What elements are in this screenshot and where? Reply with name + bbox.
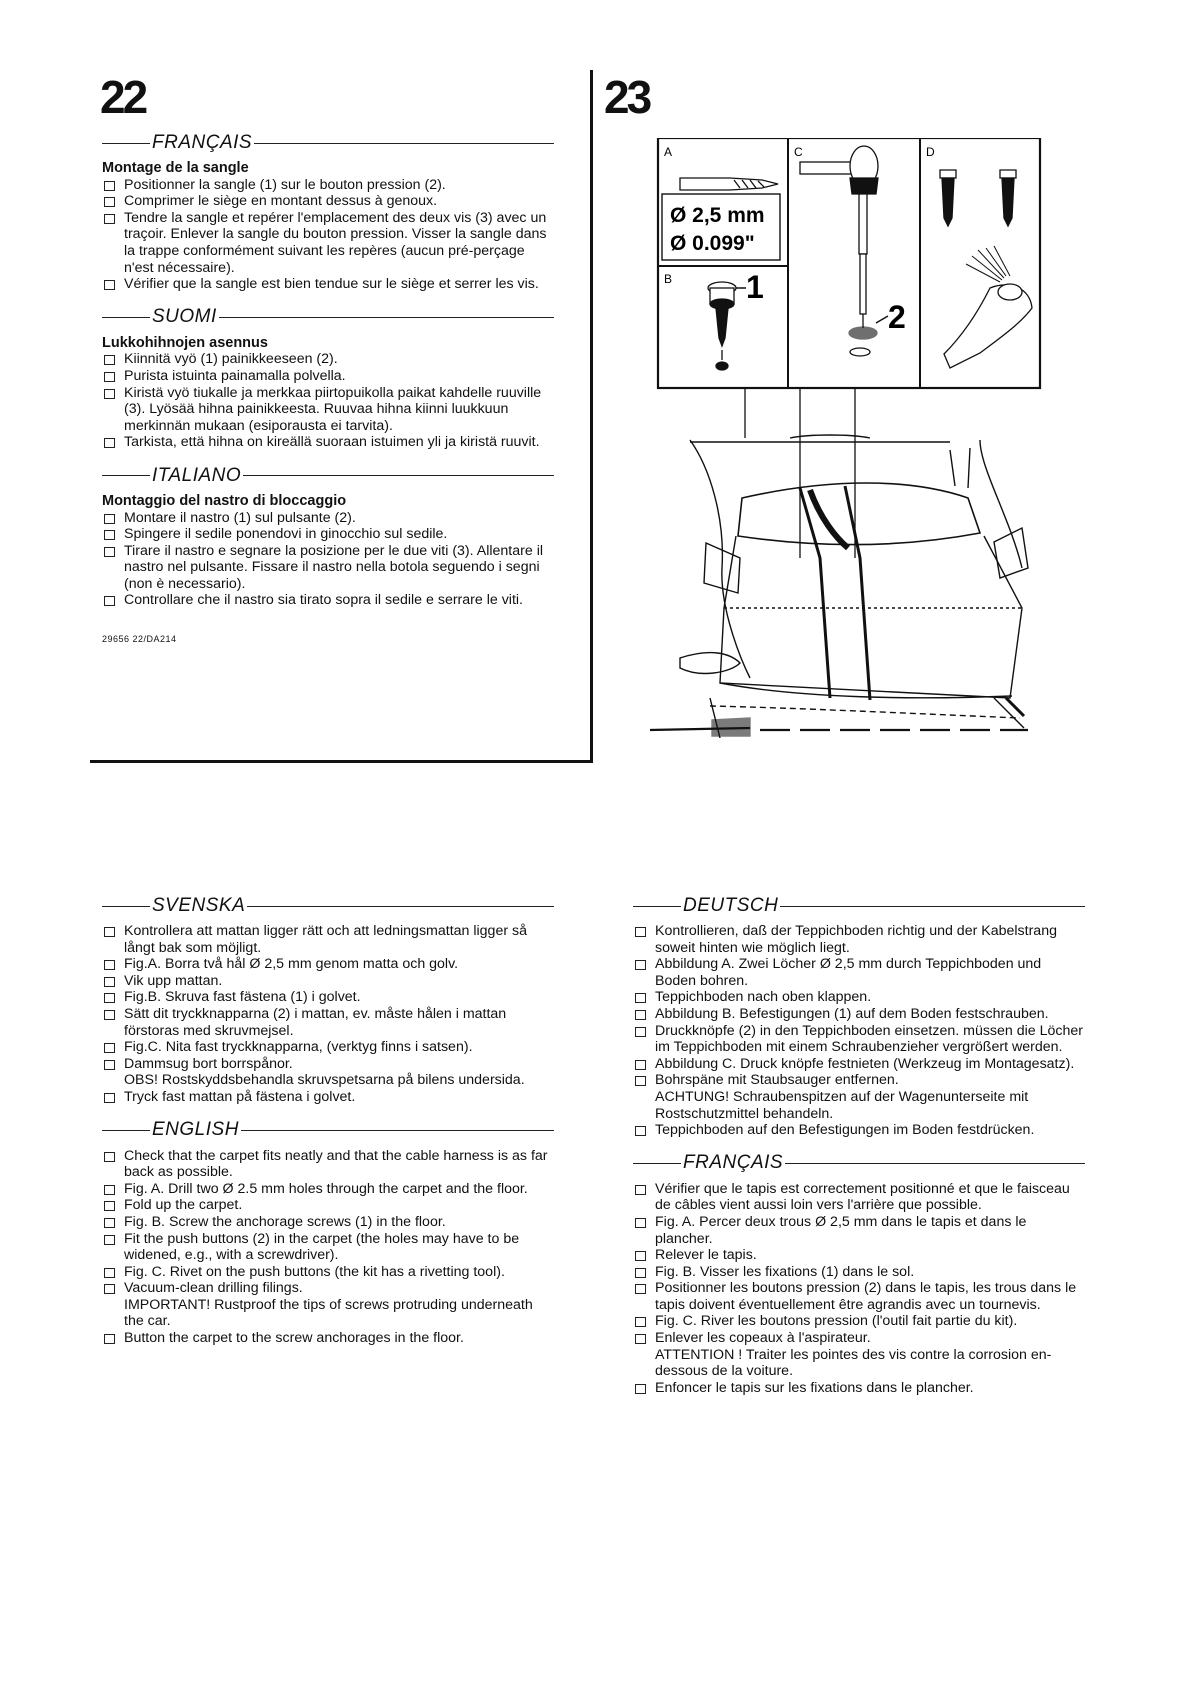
- instruction-item: [102, 1330, 554, 1347]
- checkbox-icon: [635, 1027, 646, 1037]
- checkbox-icon: [104, 181, 115, 191]
- heading-rule: [633, 906, 681, 907]
- instruction-item: [633, 1214, 1085, 1247]
- checkbox-icon: [635, 1060, 646, 1070]
- instruction-text: Tarkista, että hihna on kireällä suoraan istuimen yli ja kiristä ruuvit.: [124, 434, 540, 451]
- checkbox-icon: [104, 372, 115, 382]
- instruction-item: [102, 385, 554, 435]
- instruction-text: Sätt dit tryckknapparna (2) i mattan, ev. måste hålen i mattan förstoras med skruvmejsel.: [124, 1005, 507, 1039]
- instruction-item: [102, 1148, 554, 1181]
- checkbox-icon: [104, 197, 115, 207]
- checkbox-icon: [104, 514, 115, 524]
- checkbox-icon: [635, 960, 646, 970]
- section-subtitle: Lukkohihnojen asennus: [102, 334, 268, 351]
- instruction-text: Abbildung C. Druck knöpfe festnieten (Werkzeug im Montagesatz).: [655, 1055, 1075, 1072]
- instruction-item: [633, 1056, 1085, 1073]
- language-section: [102, 307, 554, 451]
- instruction-item: [102, 1056, 554, 1089]
- step-divider-vertical: [590, 70, 593, 763]
- language-name: FRANÇAIS: [683, 1152, 784, 1174]
- instruction-note: IMPORTANT! Rustproof the tips of screws protruding underneath the car.: [124, 1296, 533, 1330]
- language-name: ITALIANO: [152, 464, 242, 486]
- checkbox-icon: [104, 1284, 115, 1294]
- language-heading: [102, 307, 554, 329]
- instruction-text: Fold up the carpet.: [124, 1197, 243, 1214]
- instruction-text: Fig. A. Drill two Ø 2.5 mm holes through the carpet and the floor.: [124, 1180, 528, 1197]
- instruction-item: [102, 510, 554, 527]
- instruction-text: Fig. B. Screw the anchorage screws (1) in the floor.: [124, 1213, 446, 1230]
- seat-carpet-illustration: [650, 435, 1028, 738]
- instruction-list: [633, 923, 1085, 1139]
- heading-rule: [102, 906, 150, 907]
- instruction-text: Tendre la sangle et repérer l'emplacement des deux vis (3) avec un traçoir. Enlever la sangle du bouton pression. Visser la sangle dans la trappe conformément suivant les repères (aucun pré-perçage n'est nécessaire).: [124, 209, 547, 276]
- instruction-list: [102, 923, 554, 1106]
- section-subtitle: Montaggio del nastro di bloccaggio: [102, 492, 347, 509]
- instruction-text: Controllare che il nastro sia tirato sopra il sedile e serrare le viti.: [124, 592, 523, 609]
- instruction-item: [633, 1330, 1085, 1380]
- instruction-text: Teppichboden nach oben klappen.: [655, 989, 872, 1006]
- checkbox-icon: [104, 1093, 115, 1103]
- instruction-item: [633, 1264, 1085, 1281]
- checkbox-icon: [635, 1126, 646, 1136]
- checkbox-icon: [104, 1218, 115, 1228]
- instruction-text: Positionner les boutons pression (2) dans le tapis, les trous dans le tapis doivent éventuellement être agrandis avec un tournevis.: [655, 1280, 1077, 1313]
- instruction-text: Dammsug bort borrspånor.: [124, 1055, 293, 1072]
- installation-figure: [650, 138, 1070, 738]
- instruction-item: [633, 1313, 1085, 1330]
- heading-rule: [633, 1163, 681, 1164]
- instruction-list: [102, 351, 554, 451]
- heading-rule: [219, 317, 554, 318]
- document-code: 29656 22/DA214: [102, 634, 177, 645]
- heading-rule: [102, 475, 150, 476]
- instruction-item: [633, 1122, 1085, 1139]
- checkbox-icon: [635, 1384, 646, 1394]
- checkbox-icon: [635, 1010, 646, 1020]
- instruction-text: Kiinnitä vyö (1) painikkeeseen (2).: [124, 351, 338, 368]
- panel-a-label: A: [664, 145, 673, 159]
- checkbox-icon: [104, 977, 115, 987]
- instruction-text: Vérifier que la sangle est bien tendue sur le siège et serrer les vis.: [124, 276, 539, 293]
- instruction-item: [102, 1006, 554, 1039]
- instruction-list: [102, 510, 554, 610]
- instruction-text: Purista istuinta painamalla polvella.: [124, 367, 346, 384]
- checkbox-icon: [104, 214, 115, 224]
- section-spacer: [102, 1106, 554, 1120]
- instruction-text: Fig.C. Nita fast tryckknapparna, (verktyg finns i satsen).: [124, 1039, 473, 1056]
- instruction-text: Fig.B. Skruva fast fästena (1) i golvet.: [124, 989, 361, 1006]
- instruction-item: [633, 1023, 1085, 1056]
- heading-rule: [102, 317, 150, 318]
- instruction-text: Check that the carpet fits neatly and that the cable harness is as far back as possible.: [124, 1147, 548, 1181]
- checkbox-icon: [104, 1235, 115, 1245]
- instruction-text: Druckknöpfe (2) in den Teppichboden einsetzen. müssen die Löcher im Teppichboden mit einem Schraubenzieher vergrößert werden.: [655, 1022, 1083, 1056]
- language-heading: [102, 465, 554, 487]
- checkbox-icon: [635, 1334, 646, 1344]
- instruction-text: Fig. C. River les boutons pression (l'outil fait partie du kit).: [655, 1313, 1018, 1330]
- checkbox-icon: [104, 438, 115, 448]
- instruction-item: [102, 177, 554, 194]
- instruction-item: [633, 989, 1085, 1006]
- checkbox-icon: [635, 993, 646, 1003]
- section-spacer: [102, 451, 554, 465]
- instruction-text: Vacuum-clean drilling filings.: [124, 1280, 303, 1297]
- instruction-item: [102, 1231, 554, 1264]
- instruction-text: Vik upp mattan.: [124, 972, 223, 989]
- step-22-text: [102, 132, 554, 648]
- language-section: [102, 465, 554, 609]
- instruction-text: Relever le tapis.: [655, 1247, 757, 1264]
- checkbox-icon: [635, 927, 646, 937]
- instruction-list: [102, 177, 554, 293]
- instruction-list: [102, 1148, 554, 1347]
- language-name: SVENSKA: [152, 894, 246, 916]
- checkbox-icon: [104, 1268, 115, 1278]
- checkbox-icon: [104, 389, 115, 399]
- instruction-note: OBS! Rostskyddsbehandla skruvspetsarna på bilens undersida.: [124, 1072, 525, 1089]
- instruction-item: [102, 1039, 554, 1056]
- callout-2: 2: [888, 299, 906, 335]
- instruction-item: [102, 923, 554, 956]
- instruction-item: [102, 1197, 554, 1214]
- checkbox-icon: [104, 355, 115, 365]
- instruction-item: [102, 1214, 554, 1231]
- instruction-item: [633, 1181, 1085, 1214]
- drill-diameter-inch: Ø 0.099": [670, 232, 755, 255]
- heading-rule: [785, 1163, 1085, 1164]
- instruction-text: Abbildung B. Befestigungen (1) auf dem Boden festschrauben.: [655, 1005, 1049, 1022]
- panel-b-label: B: [664, 272, 673, 286]
- heading-rule: [780, 906, 1085, 907]
- instruction-text: Enfoncer le tapis sur les fixations dans le plancher.: [655, 1379, 974, 1396]
- instruction-text: Tirare il nastro e segnare la posizione per le due viti (3). Allentare il nastro nel pulsante. Fissare il nastro nella botola seguendo i segni (non è necessario).: [124, 542, 544, 592]
- instruction-text: Kontrollieren, daß der Teppichboden richtig und der Kabelstrang soweit hinten wie möglich liegt.: [655, 923, 1057, 956]
- checkbox-icon: [104, 1185, 115, 1195]
- language-name: ENGLISH: [152, 1119, 239, 1141]
- section-spacer: [102, 293, 554, 307]
- language-heading: [633, 1153, 1085, 1175]
- language-section: [102, 1120, 554, 1347]
- instruction-text: Abbildung A. Zwei Löcher Ø 2,5 mm durch Teppichboden und Boden bohren.: [655, 956, 1042, 989]
- instruction-item: [102, 592, 554, 609]
- language-heading: [102, 132, 554, 154]
- checkbox-icon: [635, 1268, 646, 1278]
- language-name: DEUTSCH: [683, 894, 779, 916]
- checkbox-icon: [635, 1185, 646, 1195]
- instruction-text: Bohrspäne mit Staubsauger entfernen.: [655, 1072, 899, 1089]
- instruction-item: [633, 1280, 1085, 1313]
- language-section: [102, 895, 554, 1106]
- checkbox-icon: [104, 1152, 115, 1162]
- heading-rule: [247, 906, 554, 907]
- step-divider-horizontal: [90, 760, 593, 763]
- instruction-text: Spingere il sedile ponendovi in ginocchio sul sedile.: [124, 526, 448, 543]
- checkbox-icon: [104, 927, 115, 937]
- instruction-text: Fit the push buttons (2) in the carpet (the holes may have to be widened, e.g., with a screwdriver).: [124, 1230, 520, 1264]
- instruction-item: [102, 276, 554, 293]
- heading-rule: [102, 143, 150, 144]
- callout-1: 1: [746, 269, 764, 305]
- checkbox-icon: [635, 1251, 646, 1261]
- checkbox-icon: [104, 1060, 115, 1070]
- checkbox-icon: [104, 960, 115, 970]
- checkbox-icon: [635, 1076, 646, 1086]
- panel-c-label: C: [794, 145, 803, 159]
- instruction-text: Fig. B. Visser les fixations (1) dans le sol.: [655, 1263, 915, 1280]
- instruction-item: [102, 434, 554, 451]
- lower-right-column: [633, 895, 1085, 1410]
- instruction-text: Teppichboden auf den Befestigungen im Boden festdrücken.: [655, 1122, 1035, 1139]
- instruction-item: [102, 193, 554, 210]
- instruction-text: Button the carpet to the screw anchorages in the floor.: [124, 1330, 464, 1347]
- instruction-item: [102, 368, 554, 385]
- instruction-item: [633, 1072, 1085, 1122]
- checkbox-icon: [104, 547, 115, 557]
- instruction-item: [102, 351, 554, 368]
- checkbox-icon: [104, 280, 115, 290]
- instruction-item: [633, 1380, 1085, 1397]
- instruction-text: Montare il nastro (1) sul pulsante (2).: [124, 509, 356, 526]
- heading-rule: [243, 475, 554, 476]
- instruction-item: [633, 1006, 1085, 1023]
- section-spacer: [633, 1396, 1085, 1410]
- instruction-item: [102, 956, 554, 973]
- instruction-item: [102, 543, 554, 593]
- instruction-item: [102, 989, 554, 1006]
- step-23-number: 23: [604, 71, 650, 123]
- language-name: FRANÇAIS: [152, 131, 253, 153]
- section-spacer: [633, 1139, 1085, 1153]
- drill-diameter-mm: Ø 2,5 mm: [670, 204, 765, 227]
- instruction-item: [633, 956, 1085, 989]
- instruction-text: Vérifier que le tapis est correctement positionné et que le faisceau de câbles vient aussi loin vers l'arrière que possible.: [655, 1180, 1070, 1214]
- instruction-text: Kiristä vyö tiukalle ja merkkaa piirtopuikolla paikat kahdelle ruuville (3). Lyösää hihna painikkeesta. Ruuvaa hihna kiinni luukkuun merkinnän mukaan (esiporausta ei tarvita).: [124, 384, 542, 434]
- instruction-text: Kontrollera att mattan ligger rätt och att ledningsmattan ligger så långt bak som möjligt.: [124, 923, 527, 956]
- checkbox-icon: [104, 993, 115, 1003]
- section-spacer: [102, 1347, 554, 1361]
- language-heading: [633, 895, 1085, 917]
- checkbox-icon: [104, 596, 115, 606]
- language-section: [633, 895, 1085, 1139]
- checkbox-icon: [104, 1010, 115, 1020]
- section-subtitle: Montage de la sangle: [102, 160, 249, 176]
- instruction-item: [633, 923, 1085, 956]
- section-spacer: [102, 609, 554, 623]
- heading-rule: [241, 1130, 554, 1131]
- instruction-text: Fig.A. Borra två hål Ø 2,5 mm genom matta och golv.: [124, 956, 459, 973]
- instruction-item: [102, 210, 554, 276]
- instruction-item: [102, 1089, 554, 1106]
- checkbox-icon: [104, 1043, 115, 1053]
- language-section: [102, 132, 554, 293]
- checkbox-icon: [635, 1284, 646, 1294]
- instruction-text: Tryck fast mattan på fästena i golvet.: [124, 1088, 356, 1105]
- instruction-note: ACHTUNG! Schraubenspitzen auf der Wagenunterseite mit Rostschutzmittel behandeln.: [655, 1088, 1029, 1122]
- language-name: SUOMI: [152, 306, 217, 328]
- instruction-item: [633, 1247, 1085, 1264]
- checkbox-icon: [635, 1317, 646, 1327]
- heading-rule: [102, 1130, 150, 1131]
- language-section: [633, 1153, 1085, 1397]
- language-heading: [102, 895, 554, 917]
- lower-left-column: [102, 895, 554, 1361]
- checkbox-icon: [104, 1201, 115, 1211]
- instruction-text: Positionner la sangle (1) sur le bouton pression (2).: [124, 176, 446, 193]
- instruction-text: Enlever les copeaux à l'aspirateur.: [655, 1330, 871, 1347]
- instruction-item: [102, 1280, 554, 1330]
- instruction-text: Comprimer le siège en montant dessus à genoux.: [124, 193, 438, 210]
- instruction-text: Fig. C. Rivet on the push buttons (the kit has a rivetting tool).: [124, 1263, 505, 1280]
- checkbox-icon: [104, 1334, 115, 1344]
- heading-rule: [254, 143, 554, 144]
- instruction-note: ATTENTION ! Traiter les pointes des vis contre la corrosion en-dessous de la voiture.: [655, 1346, 1052, 1380]
- instruction-item: [102, 1181, 554, 1198]
- checkbox-icon: [104, 530, 115, 540]
- panel-d-label: D: [926, 145, 935, 159]
- language-heading: [102, 1120, 554, 1142]
- step-22-number: 22: [100, 71, 146, 123]
- instruction-list: [633, 1181, 1085, 1397]
- instruction-item: [102, 1264, 554, 1281]
- instruction-item: [102, 973, 554, 990]
- checkbox-icon: [635, 1218, 646, 1228]
- instruction-item: [102, 526, 554, 543]
- instruction-text: Fig. A. Percer deux trous Ø 2,5 mm dans le tapis et dans le plancher.: [655, 1213, 1027, 1247]
